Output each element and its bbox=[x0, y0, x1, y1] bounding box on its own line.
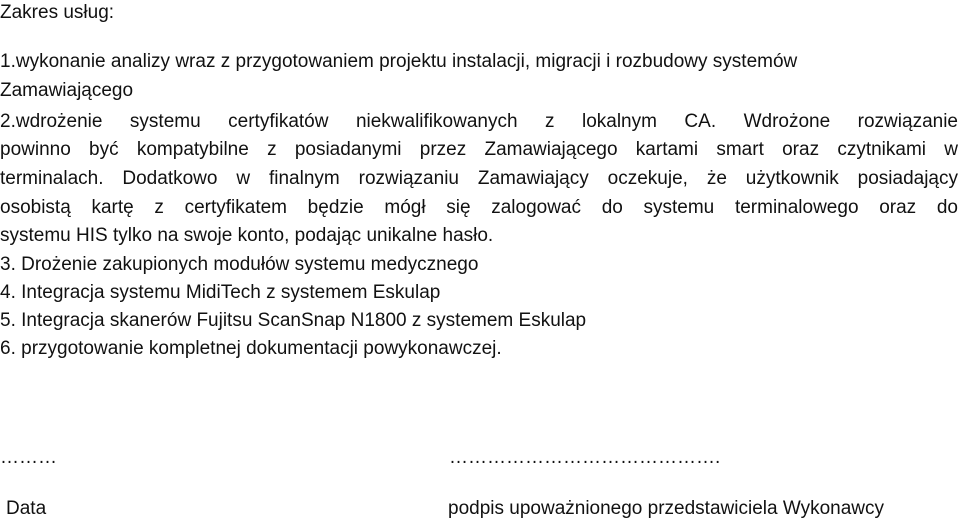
item-5: 5. Integracja skanerów Fujitsu ScanSnap N1800 z systemem Eskulap bbox=[0, 310, 587, 331]
date-dots: ……… bbox=[0, 447, 57, 468]
item-2-line-4: osobistą kartę z certyfikatem będzie mógł się zalogować do systemu terminalowego oraz do bbox=[0, 197, 958, 218]
item-6: 6. przygotowanie kompletnej dokumentacji powykonawczej. bbox=[0, 338, 502, 359]
signature-dots: ……………………………………. bbox=[449, 447, 721, 468]
item-1-line-2: Zamawiającego bbox=[0, 80, 134, 101]
signature-label: podpis upoważnionego przedstawiciela Wykonawcy bbox=[448, 498, 885, 519]
item-3: 3. Drożenie zakupionych modułów systemu medycznego bbox=[0, 254, 479, 275]
item-2-line-2: powinno być kompatybilne z posiadanymi przez Zamawiającego kartami smart oraz czytnikami w bbox=[0, 139, 958, 160]
date-label: Data bbox=[6, 498, 47, 519]
item-4: 4. Integracja systemu MidiTech z systemem Eskulap bbox=[0, 282, 441, 303]
item-1-line-1: 1.wykonanie analizy wraz z przygotowaniem projektu instalacji, migracji i rozbudowy systemów bbox=[0, 51, 798, 72]
item-2-line-5: systemu HIS tylko na swoje konto, podając unikalne hasło. bbox=[0, 225, 494, 246]
item-2-line-1: 2.wdrożenie systemu certyfikatów niekwalifikowanych z lokalnym CA. Wdrożone rozwiązanie bbox=[0, 111, 958, 132]
item-2-line-3: terminalach. Dodatkowo w finalnym rozwiązaniu Zamawiający oczekuje, że użytkownik posiadający bbox=[0, 168, 958, 189]
heading: Zakres usług: bbox=[0, 2, 115, 23]
